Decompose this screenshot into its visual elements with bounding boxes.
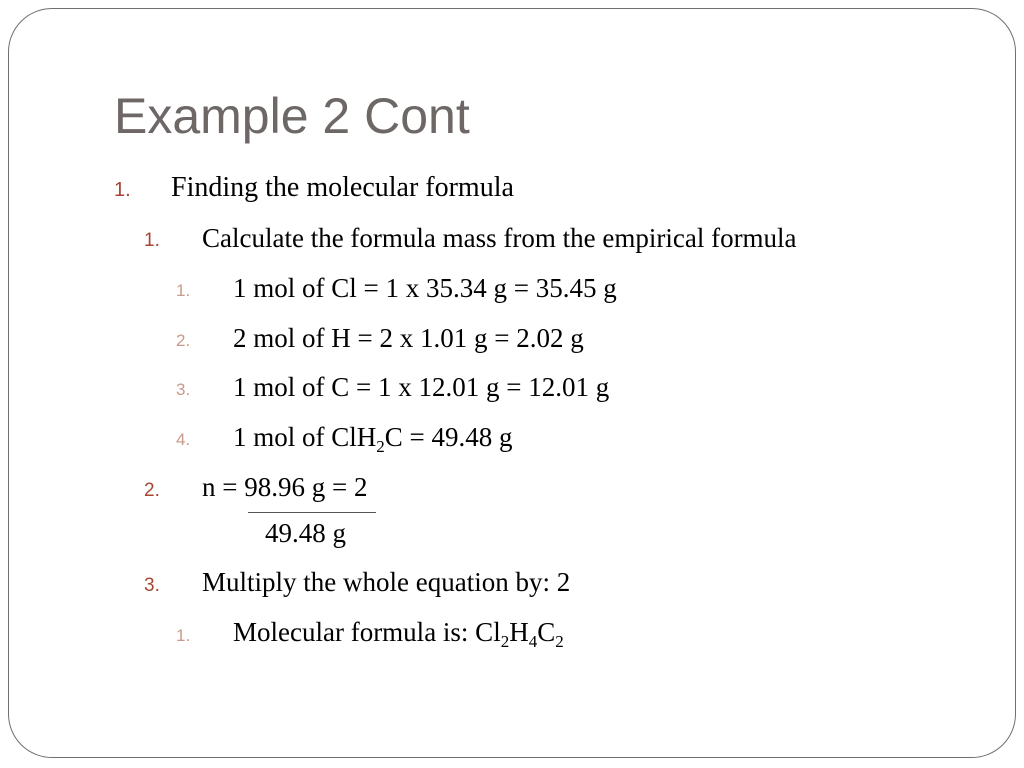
list-number: 3. bbox=[176, 380, 191, 399]
list-number: 1. bbox=[176, 626, 191, 645]
list-number: 1. bbox=[176, 281, 191, 300]
subscript: 2 bbox=[376, 437, 385, 456]
formula-text: C bbox=[537, 617, 556, 647]
list-number: 2. bbox=[176, 331, 191, 350]
list-item: 1 mol of C = 1 x 12.01 g = 12.01 g bbox=[233, 372, 610, 402]
list-item: Finding the molecular formula bbox=[171, 172, 514, 203]
list-number: 3. bbox=[144, 575, 160, 596]
list-item bbox=[233, 617, 564, 651]
list-number: 1. bbox=[144, 230, 160, 251]
list-item: n = 98.96 g = 2 bbox=[202, 472, 368, 502]
list-item: 2 mol of H = 2 x 1.01 g = 2.02 g bbox=[233, 323, 584, 353]
formula-text: 1 mol of ClH bbox=[233, 422, 377, 452]
formula-text: Molecular formula is: Cl bbox=[233, 617, 501, 647]
formula-text: H bbox=[509, 617, 529, 647]
fraction-bar bbox=[248, 512, 376, 513]
list-item: 1 mol of Cl = 1 x 35.34 g = 35.45 g bbox=[233, 273, 617, 303]
list-number: 2. bbox=[144, 480, 160, 501]
fraction-denominator: 49.48 g bbox=[265, 518, 346, 548]
subscript: 2 bbox=[555, 632, 564, 651]
list-item: Multiply the whole equation by: 2 bbox=[202, 567, 571, 597]
subscript: 2 bbox=[500, 632, 510, 651]
list-item bbox=[233, 422, 513, 456]
list-number: 1. bbox=[114, 179, 131, 201]
list-item: Calculate the formula mass from the empirical formula bbox=[202, 223, 797, 253]
slide-title: Example 2 Cont bbox=[114, 88, 470, 144]
subscript: 4 bbox=[528, 632, 538, 651]
formula-text: C = 49.48 g bbox=[384, 422, 513, 452]
list-number: 4. bbox=[176, 430, 191, 449]
